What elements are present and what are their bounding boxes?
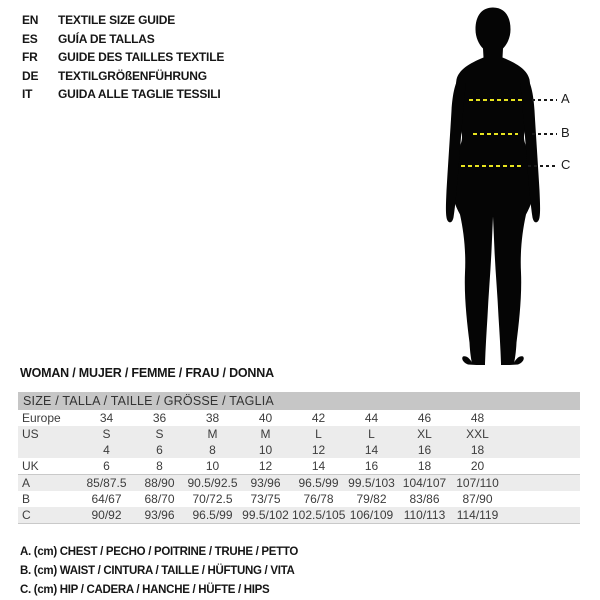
cell: 44 <box>364 411 379 425</box>
cell: 8 <box>156 459 163 473</box>
cell: M <box>186 426 239 442</box>
cell-spacer <box>504 442 580 458</box>
cell: 12 <box>258 459 273 473</box>
row-label: UK <box>22 459 39 473</box>
cell: 73/75 <box>250 492 281 506</box>
language-code: FR <box>22 50 38 65</box>
row-label: A <box>18 475 80 492</box>
table-row-waist <box>18 491 580 507</box>
cell-spacer <box>504 475 580 492</box>
cell: 8 <box>186 442 239 458</box>
cell: 12 <box>292 442 345 458</box>
cell: 4 <box>80 442 133 458</box>
woman-silhouette <box>424 4 562 365</box>
row-label: Europe <box>22 411 61 425</box>
row-label: US <box>18 426 80 442</box>
waist-label: B <box>561 125 570 140</box>
cell: 48 <box>470 411 485 425</box>
cell-spacer <box>504 491 580 507</box>
cell: 14 <box>345 442 398 458</box>
language-label: TEXTILGRÖßENFÜHRUNG <box>58 68 207 83</box>
cell: 14 <box>311 459 326 473</box>
waist-leader-line <box>532 133 557 135</box>
cell: M <box>239 426 292 442</box>
chest-label: A <box>561 91 570 106</box>
cell-spacer <box>504 426 580 442</box>
chest-leader-line <box>532 99 557 101</box>
table-row-europe <box>18 410 580 426</box>
language-code: ES <box>22 31 38 46</box>
cell: 79/82 <box>356 492 387 506</box>
size-table-header-row <box>18 392 580 410</box>
size-table <box>18 392 580 524</box>
language-row-es <box>22 30 224 49</box>
measurement-legend <box>20 543 298 600</box>
cell-spacer <box>504 507 580 524</box>
legend-chest: A. (cm) CHEST / PECHO / POITRINE / TRUHE / PETTO <box>20 546 299 558</box>
table-row-uk <box>18 458 580 475</box>
cell: 40 <box>258 411 273 425</box>
cell: 16 <box>364 459 379 473</box>
cell: 46 <box>417 411 432 425</box>
table-row-us <box>18 426 580 442</box>
cell: 18 <box>451 442 504 458</box>
row-label: B <box>22 492 31 506</box>
size-table-header: SIZE / TALLA / TAILLE / GRÖSSE / TAGLIA <box>18 392 580 410</box>
cell: 93/96 <box>239 475 292 492</box>
cell: 76/78 <box>303 492 334 506</box>
hip-measure-line <box>461 165 524 167</box>
cell-spacer <box>504 458 580 475</box>
cell: 114/119 <box>451 507 504 524</box>
cell: 10 <box>239 442 292 458</box>
waist-measure-line <box>473 133 518 135</box>
cell: 34 <box>99 411 114 425</box>
cell: 10 <box>205 459 220 473</box>
hip-leader-line <box>528 165 557 167</box>
cell: 107/110 <box>451 475 504 492</box>
language-label: GUÍA DE TALLAS <box>58 31 155 46</box>
cell: 20 <box>470 459 485 473</box>
cell: 83/86 <box>409 492 440 506</box>
cell: 90/92 <box>80 507 133 524</box>
cell: L <box>345 426 398 442</box>
cell: 99.5/103 <box>345 475 398 492</box>
cell: 96.5/99 <box>292 475 345 492</box>
cell: 93/96 <box>133 507 186 524</box>
language-label: TEXTILE SIZE GUIDE <box>58 13 176 27</box>
language-row-de <box>22 67 224 86</box>
cell: 6 <box>103 459 110 473</box>
legend-hip: C. (cm) HIP / CADERA / HANCHE / HÜFTE / HIPS <box>20 584 270 596</box>
row-label: C <box>18 507 80 524</box>
cell: 85/87.5 <box>80 475 133 492</box>
cell: 88/90 <box>133 475 186 492</box>
table-row-us-numeric <box>18 442 580 458</box>
cell: 96.5/99 <box>186 507 239 524</box>
language-code: IT <box>22 87 33 102</box>
chest-measure-line <box>469 99 525 101</box>
cell: 87/90 <box>462 492 493 506</box>
language-row-en <box>22 11 224 30</box>
cell: XL <box>398 426 451 442</box>
language-label: GUIDA ALLE TAGLIE TESSILI <box>58 87 221 102</box>
language-title-list <box>22 11 224 104</box>
language-row-it <box>22 85 224 104</box>
cell: S <box>133 426 186 442</box>
cell: 70/72.5 <box>192 492 233 506</box>
cell: 68/70 <box>144 492 175 506</box>
cell: 36 <box>152 411 167 425</box>
woman-section-title: WOMAN / MUJER / FEMME / FRAU / DONNA <box>20 366 274 380</box>
legend-waist: B. (cm) WAIST / CINTURA / TAILLE / HÜFTUNG / VITA <box>20 565 295 577</box>
cell: 42 <box>311 411 326 425</box>
cell: L <box>292 426 345 442</box>
language-code: EN <box>22 13 39 27</box>
hip-label: C <box>561 157 571 172</box>
cell: 18 <box>417 459 432 473</box>
cell: S <box>80 426 133 442</box>
cell: XXL <box>451 426 504 442</box>
cell: 104/107 <box>398 475 451 492</box>
table-row-hip <box>18 507 580 524</box>
cell: 6 <box>133 442 186 458</box>
language-label: GUIDE DES TAILLES TEXTILE <box>58 50 225 65</box>
language-row-fr <box>22 48 224 67</box>
cell: 106/109 <box>345 507 398 524</box>
cell: 64/67 <box>91 492 122 506</box>
cell: 102.5/105 <box>292 508 345 522</box>
row-label <box>18 442 80 458</box>
cell: 16 <box>398 442 451 458</box>
cell: 99.5/102 <box>239 507 292 524</box>
cell: 90.5/92.5 <box>187 476 238 490</box>
table-row-chest <box>18 475 580 492</box>
cell-spacer <box>504 410 580 426</box>
measurement-figure <box>410 0 600 382</box>
cell: 110/113 <box>398 507 451 524</box>
cell: 38 <box>205 411 220 425</box>
language-code: DE <box>22 68 39 83</box>
